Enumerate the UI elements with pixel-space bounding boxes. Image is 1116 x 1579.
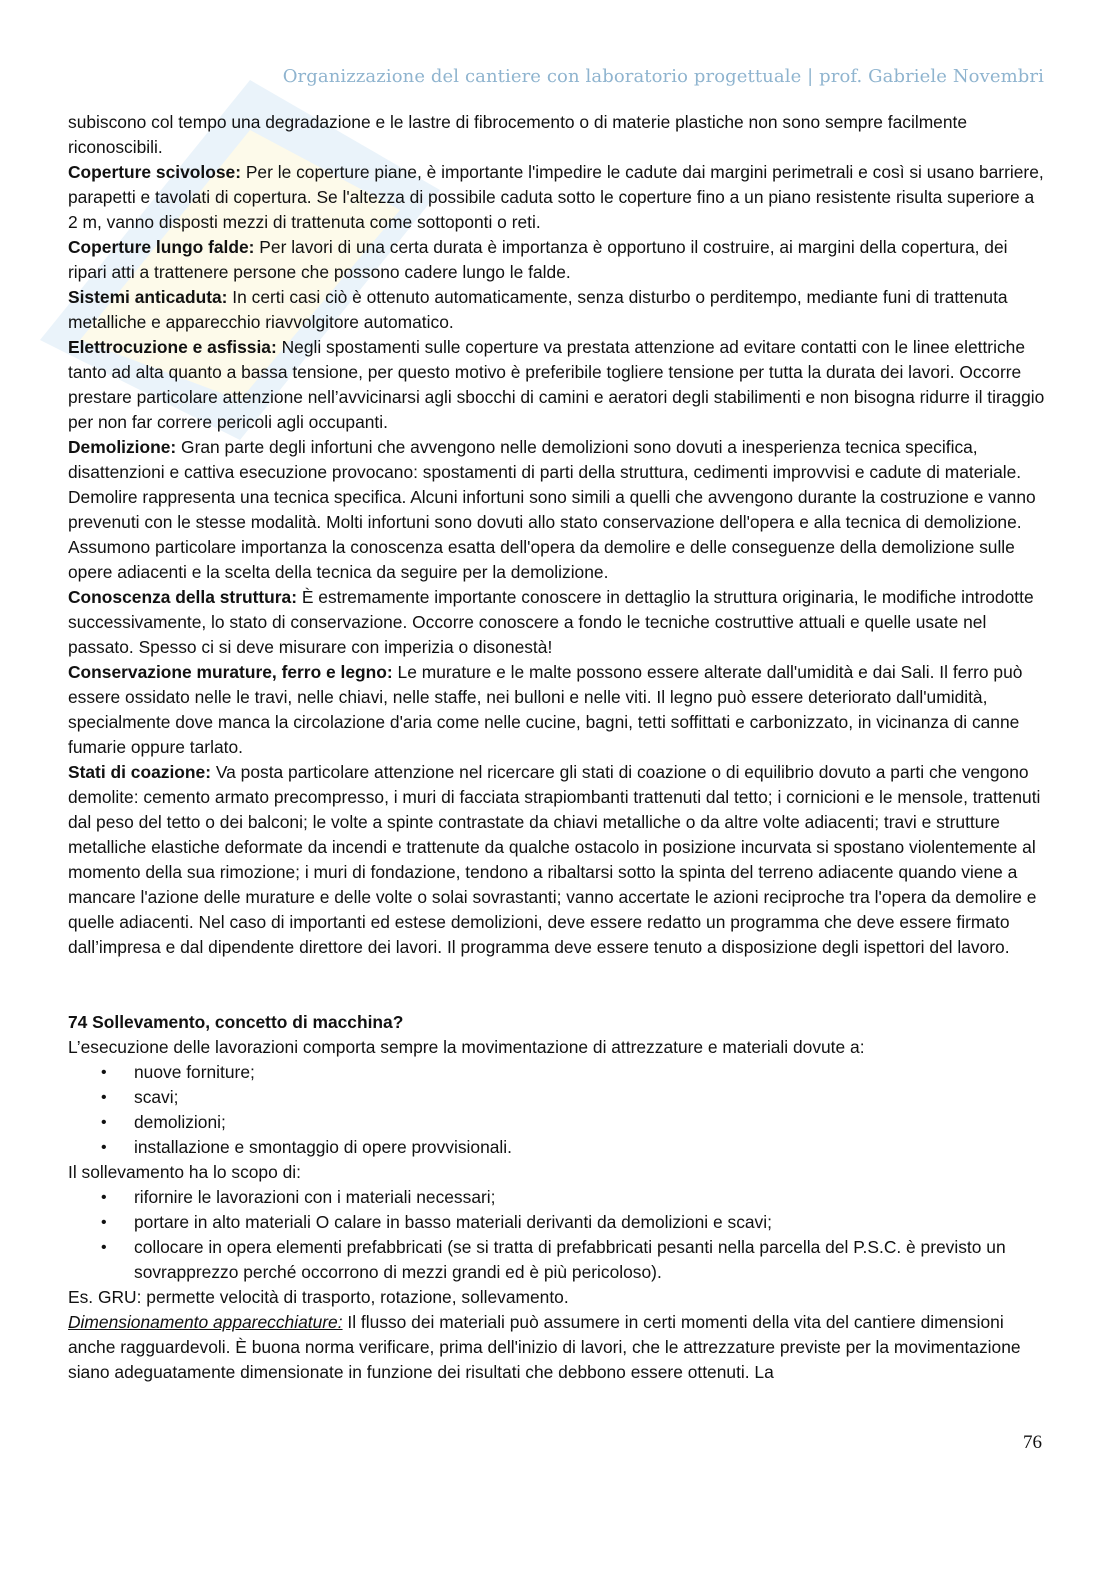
list-item: • collocare in opera elementi prefabbricati (se si tratta di prefabbricati pesanti nella parcella del P.S.C. è previsto un sovrapprezzo perché occorrono di mezzi grandi ed è più pericoloso). — [101, 1237, 1006, 1282]
paragraph: Sistemi anticaduta: In certi casi ciò è ottenuto automaticamente, senza disturbo o perditempo, mediante funi di trattenuta metalliche e apparecchio riavvolgitore automatico. — [68, 287, 1008, 332]
example-line: Es. GRU: permette velocità di trasporto, rotazione, sollevamento. — [68, 1287, 569, 1307]
bullet-icon: • — [101, 1214, 107, 1231]
section-heading: 74 Sollevamento, concetto di macchina? — [68, 1012, 404, 1032]
paragraph: subiscono col tempo una degradazione e le lastre di fibrocemento o di materie plastiche non sono sempre facilmente riconoscibili. — [68, 112, 968, 157]
bullet-icon: • — [101, 1064, 107, 1081]
list-item: • scavi; — [68, 1085, 1048, 1110]
list-item: • nuove forniture; — [68, 1060, 1048, 1085]
section-intro-2: Il sollevamento ha lo scopo di: — [68, 1162, 301, 1182]
bullet-icon: • — [101, 1089, 107, 1106]
section-intro: L’esecuzione delle lavorazioni comporta sempre la movimentazione di attrezzature e materiali dovute a: — [68, 1037, 865, 1057]
page-number: 76 — [1023, 1432, 1042, 1453]
top-paragraphs — [68, 110, 1048, 960]
list-item: • rifornire le lavorazioni con i materiali necessari; — [68, 1185, 1048, 1210]
paragraph: Coperture scivolose: Per le coperture piane, è importante l'impedire le cadute dai margini perimetrali e così si usano barriere, parapetti e tavolati di copertura. Se l'altezza di possibile caduta sotto le coperture fino a un piano resistente risulta superiore a 2 m, vanno disposti mezzi di trattenuta come sottoponti o reti. — [68, 162, 1044, 232]
paragraph: Coperture lungo falde: Per lavori di una certa durata è importanza è opportuno il costruire, ai margini della copertura, dei ripari atti a trattenere persone che possono cadere lungo le falde. — [68, 237, 1008, 282]
list-item: • portare in alto materiali O calare in basso materiali derivanti da demolizioni e scavi; — [68, 1210, 1048, 1235]
bullet-icon: • — [101, 1114, 107, 1131]
list-item: • installazione e smontaggio di opere provvisionali. — [68, 1135, 1048, 1160]
paragraph: Conoscenza della struttura: È estremamente importante conoscere in dettaglio la struttura originaria, le modifiche introdotte successivamente, lo stato di conservazione. Occorre conoscere a fondo le tecniche costruttive attuali e quelle usate nel passato. Spesso ci si deve misurare con imperizia o disonestà! — [68, 587, 1034, 657]
bullet-icon: • — [101, 1139, 107, 1156]
paragraph: Stati di coazione: Va posta particolare attenzione nel ricercare gli stati di coazione o di equilibrio dovuto a parti che vengono demolite: cemento armato precompresso, i muri di facciata strapiombanti trattenuti dal tetto; i cornicioni e le mensole, trattenuti dal peso del tetto o dei balconi; le volte a spinte contrastate da chiavi metalliche o da altre volte adiacenti; travi e strutture metalliche elastiche deformate da incendi e trattenute da qualche ostacolo in posizione incurvata si spostano violentemente al momento della sua rimozione; i muri di fondazione, tendono a ribaltarsi sotto la spinta del terreno adiacente quando viene a mancare l'azione delle murature e delle volte o solai sovrastanti; vanno accertate le azioni reciproche tra l'opera da demolire e quelle adiacenti. Nel caso di importanti ed estese demolizioni, deve essere redatto un programma che deve essere firmato dall’impresa e dal dipendente direttore dei lavori. Il programma deve essere tenuto a disposizione degli ispettori del lavoro. — [68, 762, 1041, 957]
bullet-icon: • — [101, 1189, 107, 1206]
bullet-list-causes — [68, 1060, 1048, 1160]
paragraph: Elettrocuzione e asfissia: Negli spostamenti sulle coperture va prestata attenzione ad evitare contatti con le linee elettriche tanto ad alta quanto a bassa tensione, per questo motivo è preferibile togliere tensione per tutta la durata dei lavori. Occorre prestare particolare attenzione nell’avvicinarsi agli sbocchi di camini e aeratori degli stabilimenti e non bisogna ridurre il tiraggio per non far correre pericoli agli occupanti. — [68, 337, 1045, 432]
paragraph-dimensioning: Dimensionamento apparecchiature: Il flusso dei materiali può assumere in certi momenti della vita del cantiere dimensioni anche ragguardevoli. È buona norma verificare, prima dell'inizio di lavori, che le attrezzature previste per la movimentazione siano adeguatamente dimensionate in funzione dei risultati che debbono essere ottenuti. La — [68, 1312, 1021, 1382]
paragraph: Conservazione murature, ferro e legno: Le murature e le malte possono essere alterate dall'umidità e dai Sali. Il ferro può essere ossidato nelle le travi, nelle chiavi, nelle staffe, nei bulloni e nelle viti. Il legno può essere deteriorato dall'umidità, specialmente dove manca la circolazione d'aria come nelle cucine, bagni, tetti soffittati e carbonizzato, in vicinanza di canne fumarie oppure tarlato. — [68, 662, 1023, 757]
section-gap — [68, 960, 1048, 1010]
page-content — [68, 110, 1048, 1385]
dimensioning-label: Dimensionamento apparecchiature: — [68, 1312, 343, 1332]
bullet-list-purposes — [68, 1185, 1048, 1285]
bullet-icon: • — [101, 1239, 107, 1256]
paragraph: Demolizione: Gran parte degli infortuni che avvengono nelle demolizioni sono dovuti a inesperienza tecnica specifica, disattenzioni e cattiva esecuzione provocano: spostamenti di parti della struttura, cedimenti improvvisi e cadute di materiale. Demolire rappresenta una tecnica specifica. Alcuni infortuni sono simili a quelli che avvengono durante la costruzione e vanno prevenuti con le stesse modalità. Molti infortuni sono dovuti allo stato conservazione dell'opera e alla tecnica di demolizione. Assumono particolare importanza la conoscenza esatta dell'opera da demolire e delle conseguenze della demolizione sulle opere adiacenti e la scelta della tecnica da seguire per la demolizione. — [68, 437, 1036, 582]
list-item: • demolizioni; — [68, 1110, 1048, 1135]
page-header: Organizzazione del cantiere con laboratorio progettuale | prof. Gabriele Novembri — [282, 66, 1044, 87]
